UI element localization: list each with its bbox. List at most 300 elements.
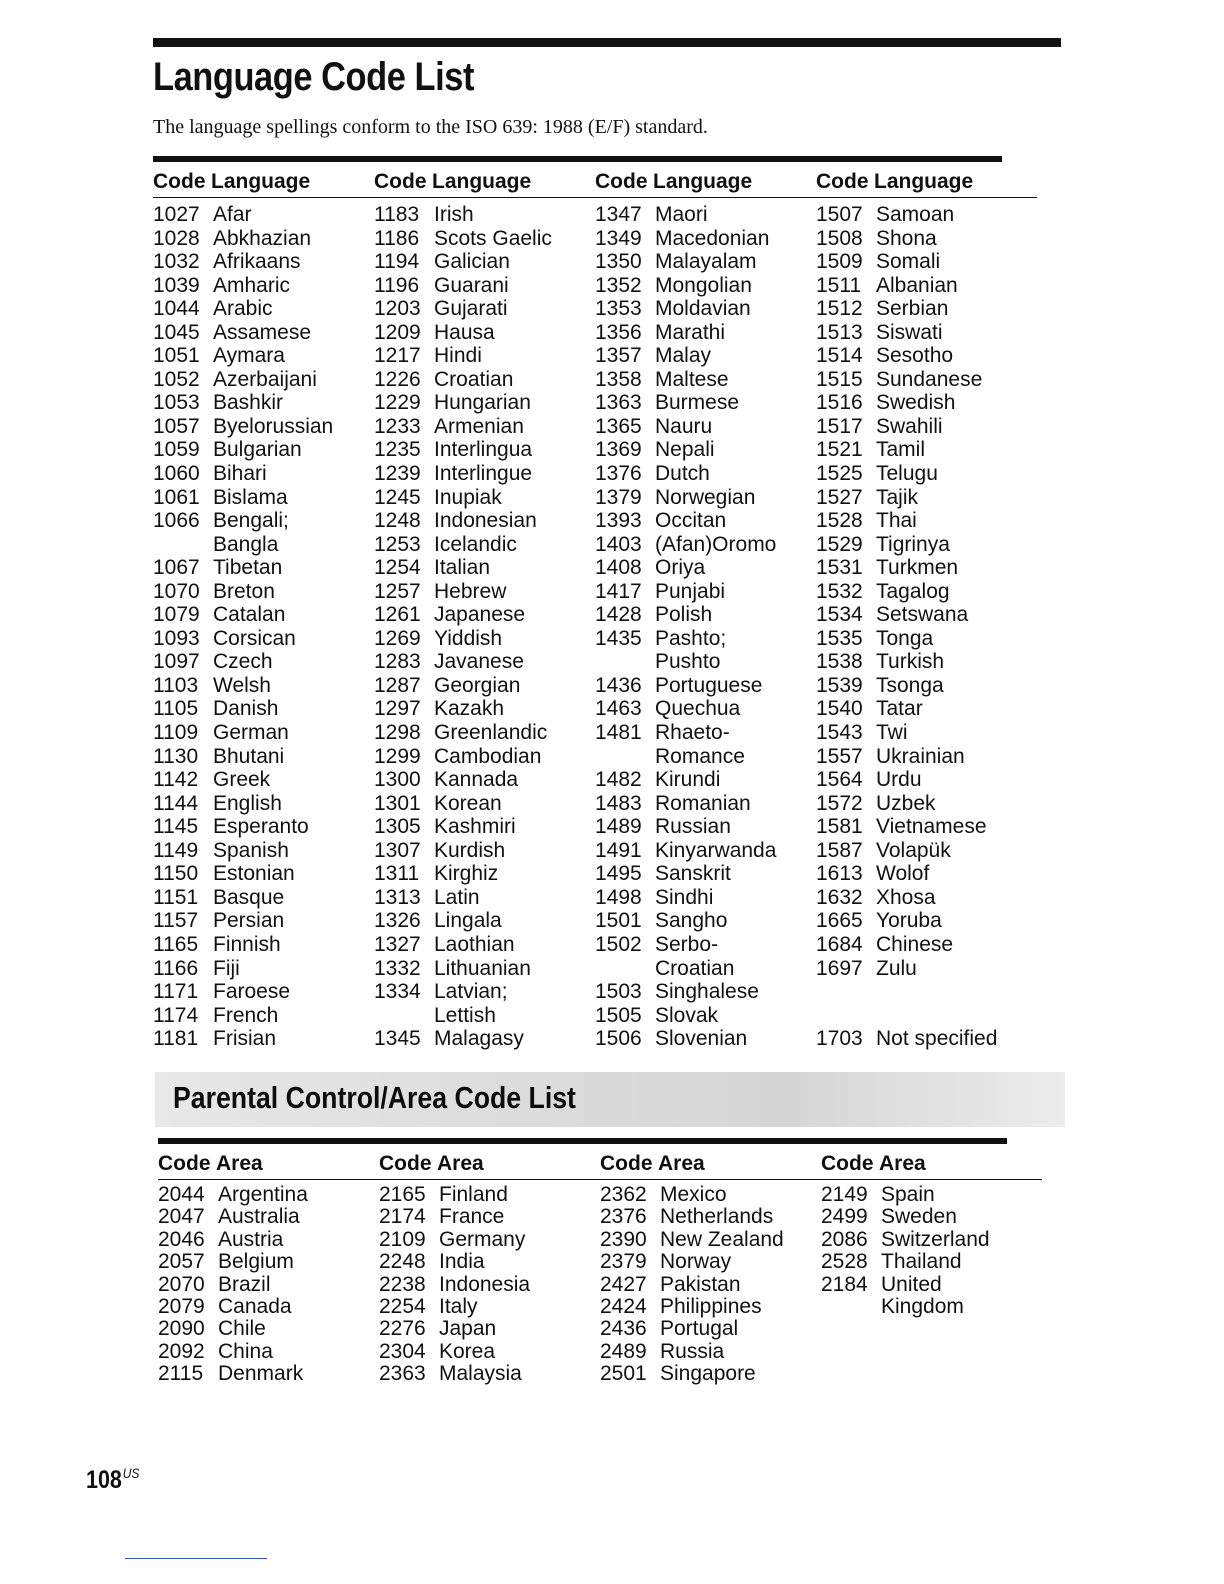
row-code: 1157 [153,909,199,933]
table-row [816,980,1037,1004]
row-name: Catalan [213,603,286,627]
table-row [153,627,374,651]
row-code: 1514 [816,344,863,368]
row-name: United [881,1272,942,1296]
table-row [153,462,374,486]
table-row [595,297,816,321]
row-name: Italian [434,556,491,580]
row-name: Italy [439,1295,478,1319]
table-row [600,1251,821,1273]
table-row [816,792,1037,816]
row-code: 1066 [153,509,200,533]
row-code: 1540 [816,697,863,721]
table-row [153,815,374,839]
row-name: Norway [660,1250,732,1274]
row-code: 1144 [153,791,199,815]
row-code: 2165 [379,1183,426,1206]
row-code: 1506 [595,1027,642,1051]
table-row [595,250,816,274]
row-name: Portuguese [655,673,763,697]
row-code: 1515 [816,367,863,391]
row-code: 1057 [153,414,200,438]
row-code: 1511 [816,273,862,297]
row-code: 1363 [595,391,642,415]
row-code: 1352 [595,273,642,297]
row-code: 1632 [816,885,863,909]
table-row [595,886,816,910]
row-code: 1435 [595,626,642,650]
row-code [816,1004,876,1028]
row-name: Sangho [655,909,728,933]
row-code: 1245 [374,485,421,509]
table-row [374,1004,595,1028]
table-row [816,721,1037,745]
table-row [595,909,816,933]
table-row [816,274,1037,298]
table-row [595,957,816,981]
row-name: Singapore [660,1362,756,1386]
table-row [600,1341,821,1363]
row-code [821,1296,881,1318]
table-row [595,627,816,651]
row-code: 1145 [153,815,199,839]
row-name: Armenian [434,414,524,438]
table-column [153,162,374,1051]
table-row [374,697,595,721]
row-code: 1587 [816,838,863,862]
row-name: Bihari [213,462,267,486]
row-code: 2436 [600,1317,647,1341]
table-row [153,839,374,863]
row-code: 1379 [595,485,642,509]
row-code: 1665 [816,909,863,933]
row-code [595,745,655,769]
table-row [153,438,374,462]
table-row [816,815,1037,839]
row-name: Byelorussian [213,414,334,438]
table-row [158,1206,379,1228]
table-row [374,509,595,533]
row-code: 2363 [379,1362,426,1386]
row-name: Macedonian [655,226,770,250]
row-code: 1109 [153,721,199,745]
row-name: Yoruba [876,909,942,933]
table-row [158,1341,379,1363]
table-row [153,321,374,345]
table-row [816,650,1037,674]
table-row [374,650,595,674]
row-name: Portugal [660,1317,739,1341]
row-code: 1509 [816,250,863,274]
table-row [821,1206,1042,1228]
row-code: 1365 [595,414,642,438]
table-row [374,227,595,251]
table-column [600,1144,821,1386]
row-name: Japan [439,1317,497,1341]
row-name: Argentina [218,1183,308,1206]
row-code: 1436 [595,673,642,697]
page-title: Language Code List [153,55,474,99]
table-row [595,344,816,368]
table-row [153,957,374,981]
row-name: Malayalam [655,250,757,274]
row-name: Tonga [876,626,934,650]
table-row [379,1184,600,1206]
row-code: 2276 [379,1317,426,1341]
row-name: Hausa [434,320,495,344]
row-code: 1028 [153,226,200,250]
table-row [816,509,1037,533]
row-name: Turkish [876,650,945,674]
row-name: Latin [434,885,480,909]
row-code: 1507 [816,203,863,226]
row-code: 1032 [153,250,200,274]
table-row [158,1296,379,1318]
row-name: Dutch [655,462,710,486]
row-name: Philippines [660,1295,762,1319]
table-row [374,721,595,745]
table-row [595,486,816,510]
table-row [153,1004,374,1028]
row-code: 1079 [153,603,200,627]
row-code: 1217 [374,344,421,368]
table-row [595,933,816,957]
row-code: 2046 [158,1227,205,1251]
row-name: Afar [213,203,252,226]
row-code: 1349 [595,226,642,250]
row-code: 2238 [379,1272,426,1296]
table-row [153,297,374,321]
row-code: 1332 [374,956,421,980]
row-code: 2499 [821,1205,868,1229]
table-row [153,509,374,533]
row-code: 2174 [379,1205,426,1229]
table-row [816,768,1037,792]
row-code: 1130 [153,744,199,768]
table-row [374,792,595,816]
row-code: 1039 [153,273,200,297]
row-name: Ukrainian [876,744,965,768]
row-name: Kannada [434,768,519,792]
row-code: 2115 [158,1362,204,1386]
row-name: Tigrinya [876,532,950,556]
row-name: Serbian [876,297,949,321]
row-code: 2376 [600,1205,647,1229]
table-row [816,603,1037,627]
name-header: Area [437,1152,484,1175]
table-row [816,933,1037,957]
row-code: 1287 [374,673,421,697]
table-row [374,580,595,604]
row-name: Interlingue [434,462,533,486]
row-name: Spanish [213,838,289,862]
row-code: 1350 [595,250,642,274]
table-row [595,321,816,345]
table-row [153,980,374,1004]
row-name: Abkhazian [213,226,312,250]
row-name: Vietnamese [876,815,987,839]
table-row [816,462,1037,486]
table-row [816,697,1037,721]
row-name: Nauru [655,414,713,438]
name-header: Language [653,170,753,193]
row-name: Kirundi [655,768,721,792]
row-code: 1209 [374,320,421,344]
table-row [379,1363,600,1385]
row-code: 1166 [153,956,199,980]
row-name: (Afan)Oromo [655,532,777,556]
row-name: Hebrew [434,579,507,603]
row-code: 1516 [816,391,863,415]
row-code: 1053 [153,391,200,415]
table-row [816,321,1037,345]
table-row [374,839,595,863]
table-row [374,486,595,510]
row-name: Swedish [876,391,956,415]
row-code: 1181 [153,1027,199,1051]
row-name: Singhalese [655,980,759,1004]
page-number [86,1458,139,1495]
row-code: 2501 [600,1362,647,1386]
row-code: 1482 [595,768,642,792]
row-code: 1307 [374,838,421,862]
row-code: 1376 [595,462,642,486]
row-code: 1093 [153,626,200,650]
row-name: Malay [655,344,712,368]
row-name: Mexico [660,1183,727,1206]
table-row [595,603,816,627]
row-code: 1254 [374,556,421,580]
row-name: Russian [655,815,731,839]
row-code: 1505 [595,1003,642,1027]
row-name: Tajik [876,485,919,509]
row-name [876,980,882,1004]
row-name: Not specified [876,1027,998,1051]
row-code: 1269 [374,626,421,650]
table-row [153,580,374,604]
row-name: Latvian; [434,980,508,1004]
table-row [595,368,816,392]
row-name: Australia [218,1205,300,1229]
table-row [374,957,595,981]
row-code: 2047 [158,1205,205,1229]
row-code: 2304 [379,1339,426,1363]
row-code: 1297 [374,697,421,721]
row-code: 1327 [374,932,421,956]
table-row [816,909,1037,933]
row-code: 1150 [153,862,199,886]
row-name: Breton [213,579,275,603]
row-name: Mongolian [655,273,752,297]
table-row [816,674,1037,698]
table-row [374,933,595,957]
row-name: Brazil [218,1272,271,1296]
row-name: Nepali [655,438,715,462]
row-name: Laothian [434,932,515,956]
table-row [153,203,374,227]
row-name: Malagasy [434,1027,524,1051]
row-name: Basque [213,885,285,909]
table-row [153,933,374,957]
row-code: 1248 [374,509,421,533]
table-row [816,415,1037,439]
table-column [816,162,1037,1051]
table-row [595,862,816,886]
table-row [816,862,1037,886]
row-code: 2379 [600,1250,647,1274]
row-name: Esperanto [213,815,309,839]
table-row [600,1363,821,1385]
row-name: Kazakh [434,697,505,721]
row-name: Corsican [213,626,296,650]
row-name: Arabic [213,297,273,321]
table-row [595,580,816,604]
row-code: 1257 [374,579,421,603]
table-row [153,697,374,721]
table-row [153,391,374,415]
row-code [816,980,876,1004]
table-row [600,1318,821,1340]
table-row [374,886,595,910]
table-row [158,1184,379,1206]
table-row [816,1027,1037,1051]
row-name: Telugu [876,462,938,486]
table-row [153,674,374,698]
table-row [153,792,374,816]
row-code: 1684 [816,932,863,956]
row-name: Greek [213,768,271,792]
row-name: Galician [434,250,510,274]
row-name: Welsh [213,673,271,697]
row-code: 1142 [153,768,199,792]
code-header: Code [821,1152,874,1175]
row-name: Yiddish [434,626,503,650]
row-code: 1495 [595,862,642,886]
row-code: 1527 [816,485,863,509]
row-name: Samoan [876,203,955,226]
table-row [821,1274,1042,1296]
language-code-table [153,156,1002,1051]
row-code: 1703 [816,1027,863,1051]
row-name: Thailand [881,1250,962,1274]
table-row [374,274,595,298]
table-row [153,650,374,674]
row-code: 1489 [595,815,642,839]
row-code: 1347 [595,203,642,226]
table-row [600,1206,821,1228]
table-row [595,980,816,1004]
row-name: Tamil [876,438,926,462]
table-row [374,556,595,580]
table-row [595,815,816,839]
row-code: 1531 [816,556,863,580]
row-name: Moldavian [655,297,751,321]
table-row [153,533,374,557]
row-name: Kirghiz [434,862,499,886]
row-code: 1261 [374,603,421,627]
row-name: English [213,791,282,815]
row-code: 1408 [595,556,642,580]
row-name: Sanskrit [655,862,731,886]
table-row [153,250,374,274]
table-row [153,486,374,510]
row-name: Albanian [876,273,958,297]
table-row [595,274,816,298]
row-name: Serbo- [655,932,719,956]
row-name: Fiji [213,956,240,980]
table-row [158,1229,379,1251]
row-name: Icelandic [434,532,517,556]
row-name: Austria [218,1227,284,1251]
table-row [595,533,816,557]
name-header: Area [658,1152,705,1175]
region-mark: US [122,1465,140,1481]
row-code: 2528 [821,1250,868,1274]
row-name: Norwegian [655,485,756,509]
row-name: Thai [876,509,917,533]
row-code: 1517 [816,414,863,438]
column-header [595,162,816,198]
row-name: Japanese [434,603,526,627]
row-code: 1353 [595,297,642,321]
row-name: Croatian [434,367,514,391]
name-header: Language [874,170,974,193]
table-row [379,1206,600,1228]
row-name: Estonian [213,862,295,886]
row-name: Inupiak [434,485,502,509]
top-rule [153,38,1061,47]
row-code: 2079 [158,1295,205,1319]
row-name: Frisian [213,1027,277,1051]
row-name: Hungarian [434,391,531,415]
table-row [374,745,595,769]
row-name: Setswana [876,603,969,627]
table-row [153,556,374,580]
table-row [816,745,1037,769]
table-row [374,815,595,839]
row-code: 2057 [158,1250,205,1274]
table-row [374,603,595,627]
row-name: Slovak [655,1003,719,1027]
table-row [595,745,816,769]
row-code: 1060 [153,462,200,486]
table-row [374,203,595,227]
row-name: Maltese [655,367,729,391]
table-row [379,1274,600,1296]
row-name: Canada [218,1295,292,1319]
row-code: 1226 [374,367,421,391]
row-name: Persian [213,909,285,933]
table-row [600,1229,821,1251]
row-name: Marathi [655,320,726,344]
row-code: 1151 [153,885,199,909]
table-row [379,1229,600,1251]
row-name: Cambodian [434,744,542,768]
table-row [821,1251,1042,1273]
row-code: 1557 [816,744,863,768]
row-name: Amharic [213,273,291,297]
column-header [374,162,595,198]
row-code: 1052 [153,367,200,391]
row-code: 1508 [816,226,863,250]
row-code: 2427 [600,1272,647,1296]
row-code: 1196 [374,273,420,297]
code-header: Code [158,1152,211,1175]
table-column [379,1144,600,1386]
row-name: Kinyarwanda [655,838,777,862]
row-code: 2044 [158,1183,205,1206]
row-name: Romance [655,744,745,768]
